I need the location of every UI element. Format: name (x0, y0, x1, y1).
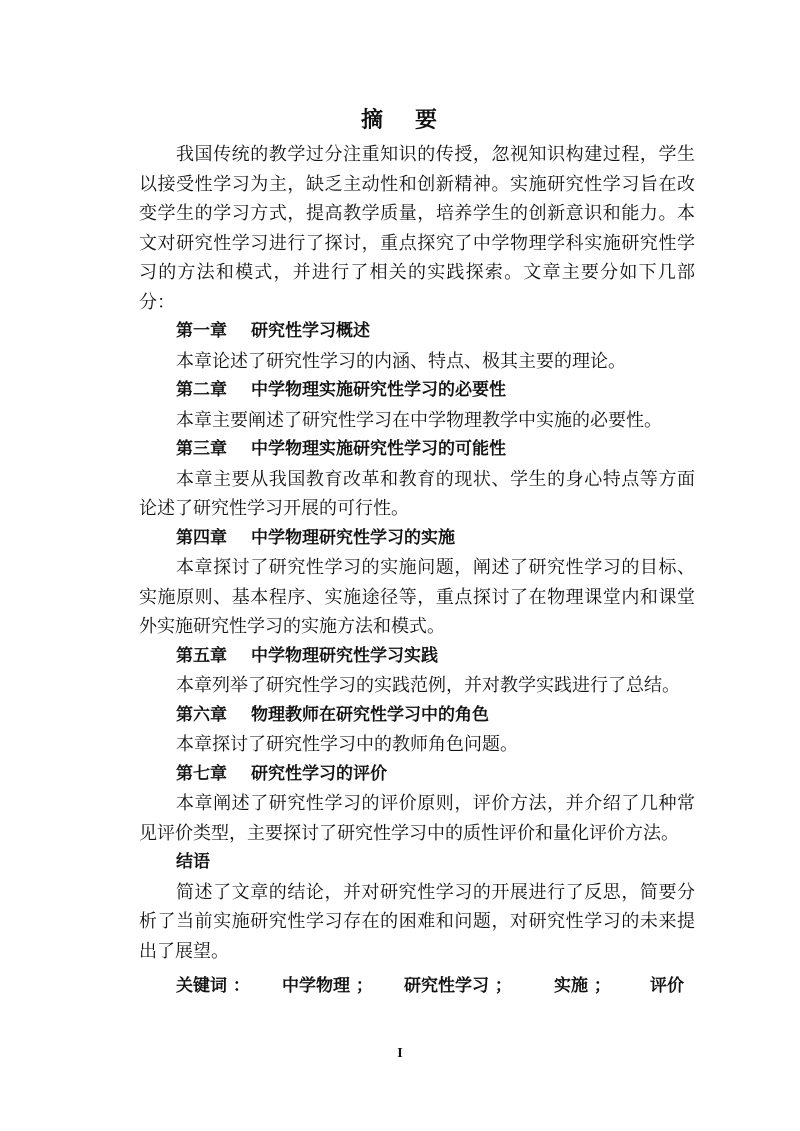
chapter-summary: 本章阐述了研究性学习的评价原则，评价方法，并介绍了几种常见评价类型，主要探讨了研究性学习中的质性评价和量化评价方法。 (139, 793, 695, 844)
chapter-title: 研究性学习概述 (251, 321, 370, 341)
intro-paragraph: 我国传统的教学过分注重知识的传授，忽视知识构建过程，学生以接受性学习为主，缺乏主动性和创新精神。实施研究性学习旨在改变学生的学习方式，提高教学质量，培养学生的创新意识和能力。本文对研究性学习进行了探讨，重点探究了中学物理学科实施研究性学习的方法和模式，并进行了相关的实践探索。文章主要分如下几部分： (139, 144, 695, 313)
chapter-title: 中学物理实施研究性学习的可能性 (251, 439, 506, 459)
keyword-item: 研究性学习 ； (404, 976, 512, 996)
chapter-title: 中学物理研究性学习实践 (251, 645, 438, 666)
keywords-line (139, 970, 695, 1002)
chapter-heading (139, 376, 695, 406)
chapter-heading (139, 317, 695, 347)
chapter-summary: 本章论述了研究性学习的内涵、特点、极其主要的理论。 (176, 350, 626, 372)
chapter-number: 第三章 (176, 439, 227, 459)
chapter-title: 物理教师在研究性学习中的角色 (251, 704, 489, 725)
chapter-title: 中学物理实施研究性学习的必要性 (251, 380, 506, 400)
chapter-number: 第四章 (176, 527, 227, 548)
conclusion-text: 简述了文章的结论，并对研究性学习的开展进行了反思，简要分析了当前实施研究性学习存在的困难和问题，对研究性学习的未来提出了展望。 (139, 881, 695, 962)
chapter-number: 第五章 (176, 645, 227, 666)
chapter-heading (139, 524, 695, 554)
chapter-number: 第二章 (176, 380, 227, 400)
chapter-number: 第七章 (176, 763, 227, 784)
chapter-summary: 本章探讨了研究性学习的实施问题，阐述了研究性学习的目标、实施原则、基本程序、实施途径等，重点探讨了在物理课堂内和课堂外实施研究性学习的实施方法和模式。 (139, 557, 695, 637)
chapter-number: 第六章 (176, 704, 227, 725)
keyword-item: 评价 (650, 976, 684, 996)
conclusion-heading: 结语 (176, 852, 210, 872)
abstract-body (139, 140, 695, 1002)
chapter-title: 研究性学习的评价 (251, 763, 387, 784)
page-number: I (397, 1046, 403, 1061)
abstract-title-char-1: 摘 (360, 107, 385, 133)
chapter-heading (139, 642, 695, 672)
chapter-summary: 本章主要从我国教育改革和教育的现状、学生的身心特点等方面论述了研究性学习开展的可行性。 (139, 468, 695, 519)
chapter-summary: 本章探讨了研究性学习中的教师角色问题。 (176, 734, 518, 755)
chapter-title: 中学物理研究性学习的实施 (251, 527, 455, 548)
keyword-item: 中学物理 ； (282, 976, 373, 996)
chapter-summary: 本章主要阐述了研究性学习在中学物理教学中实施的必要性。 (176, 409, 662, 431)
chapter-heading (139, 760, 695, 790)
chapter-number: 第一章 (176, 321, 227, 341)
abstract-title-char-2: 要 (415, 107, 440, 133)
keywords-label: 关键词 ： (176, 976, 250, 996)
chapter-summary: 本章列举了研究性学习的实践范例，并对教学实践进行了总结。 (176, 675, 680, 696)
chapter-heading (139, 435, 695, 465)
abstract-title (0, 103, 800, 134)
keyword-item: 实施 ； (554, 976, 611, 996)
chapter-heading (139, 701, 695, 731)
